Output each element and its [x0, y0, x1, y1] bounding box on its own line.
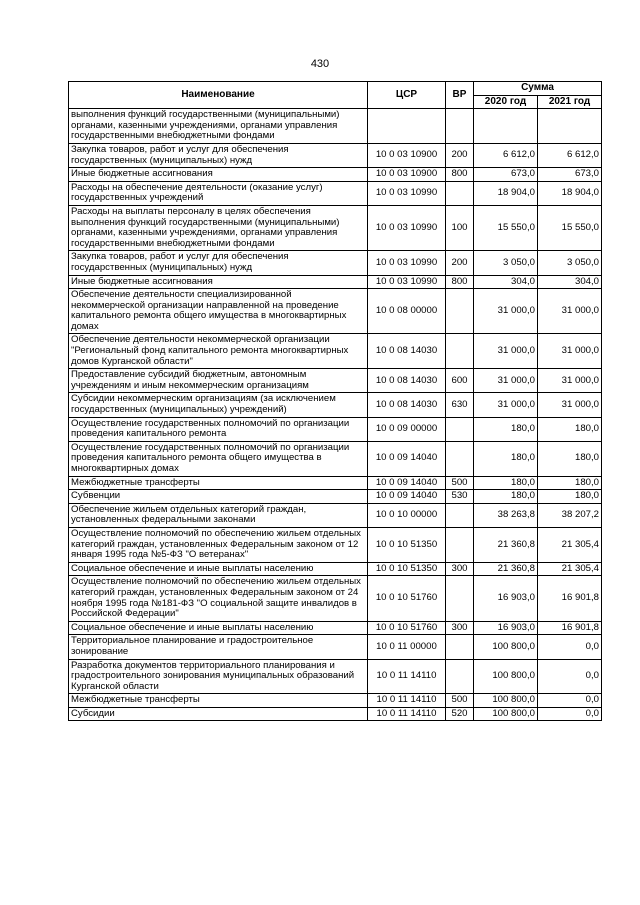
row-vr: 600: [446, 369, 474, 393]
row-csr: 10 0 08 00000: [368, 289, 446, 334]
row-value-2021: 0,0: [538, 707, 602, 721]
row-name: Территориальное планирование и градостроительное зонирование: [69, 635, 368, 659]
row-value-2021: 31 000,0: [538, 393, 602, 417]
row-csr: 10 0 09 00000: [368, 417, 446, 441]
table-row: [69, 205, 602, 250]
row-csr: 10 0 10 51350: [368, 562, 446, 576]
row-value-2020: 304,0: [474, 275, 538, 289]
row-value-2021: 6 612,0: [538, 143, 602, 167]
row-value-2021: 0,0: [538, 635, 602, 659]
row-name: Иные бюджетные ассигнования: [69, 168, 368, 182]
table-row: [69, 251, 602, 275]
table-row: [69, 707, 602, 721]
header-2020: 2020 год: [474, 95, 538, 109]
row-csr: 10 0 10 51760: [368, 621, 446, 635]
row-name: Закупка товаров, работ и услуг для обеспечения государственных (муниципальных) нужд: [69, 143, 368, 167]
table-row: [69, 621, 602, 635]
table-row: [69, 143, 602, 167]
row-name: Разработка документов территориального планирования и градостроительного зонирования муниципальных образований Курганской области: [69, 659, 368, 694]
header-2021: 2021 год: [538, 95, 602, 109]
row-value-2021: 180,0: [538, 441, 602, 476]
table-row: [69, 503, 602, 527]
table-row: [69, 275, 602, 289]
table-body: [69, 109, 602, 721]
row-value-2021: 38 207,2: [538, 503, 602, 527]
row-name: Социальное обеспечение и иные выплаты населению: [69, 621, 368, 635]
row-csr: 10 0 08 14030: [368, 334, 446, 369]
row-vr: [446, 441, 474, 476]
page-number: 430: [310, 58, 330, 70]
row-name: Обеспечение деятельности некоммерческой организации "Региональный фонд капитального ремонта многоквартирных домов Курганской области": [69, 334, 368, 369]
row-csr: 10 0 11 14110: [368, 694, 446, 708]
table-row: [69, 181, 602, 205]
row-value-2020: 31 000,0: [474, 289, 538, 334]
row-value-2020: 180,0: [474, 441, 538, 476]
row-value-2020: 31 000,0: [474, 393, 538, 417]
header-csr: ЦСР: [368, 82, 446, 109]
row-value-2021: 16 901,8: [538, 576, 602, 621]
header-name: Наименование: [69, 82, 368, 109]
row-name: Закупка товаров, работ и услуг для обеспечения государственных (муниципальных) нужд: [69, 251, 368, 275]
row-csr: 10 0 08 14030: [368, 393, 446, 417]
row-name: Предоставление субсидий бюджетным, автономным учреждениям и иным некоммерческим организациям: [69, 369, 368, 393]
row-csr: 10 0 10 51760: [368, 576, 446, 621]
table-row: [69, 527, 602, 562]
row-value-2020: 21 360,8: [474, 562, 538, 576]
row-vr: 800: [446, 168, 474, 182]
row-value-2021: 21 305,4: [538, 562, 602, 576]
row-vr: 630: [446, 393, 474, 417]
row-name: Субсидии: [69, 707, 368, 721]
row-vr: [446, 527, 474, 562]
row-name: Осуществление полномочий по обеспечению жильем отдельных категорий граждан, установленных Федеральным законом от 24 ноября 1995 года №181-ФЗ "О социальной защите инвалидов в Российской Федерации": [69, 576, 368, 621]
row-name: Осуществление государственных полномочий по организации проведения капитального ремонта: [69, 417, 368, 441]
row-vr: [446, 503, 474, 527]
row-name: Субсидии некоммерческим организациям (за исключением государственных (муниципальных) учреждений): [69, 393, 368, 417]
table-row: [69, 562, 602, 576]
row-vr: [446, 109, 474, 144]
table-row: [69, 369, 602, 393]
table-row: [69, 168, 602, 182]
row-csr: 10 0 11 14110: [368, 707, 446, 721]
row-value-2020: [474, 109, 538, 144]
row-name: Осуществление полномочий по обеспечению жильем отдельных категорий граждан, установленных Федеральным законом от 12 января 1995 года №5-ФЗ "О ветеранах": [69, 527, 368, 562]
row-value-2020: 100 800,0: [474, 707, 538, 721]
row-name: Межбюджетные трансферты: [69, 476, 368, 490]
row-value-2021: 180,0: [538, 417, 602, 441]
row-value-2020: 180,0: [474, 490, 538, 504]
table-row: [69, 441, 602, 476]
row-vr: 100: [446, 205, 474, 250]
table-row: [69, 109, 602, 144]
row-value-2021: 0,0: [538, 694, 602, 708]
row-vr: 500: [446, 694, 474, 708]
row-value-2021: 304,0: [538, 275, 602, 289]
row-name: выполнения функций государственными (муниципальными) органами, казенными учреждениями, органами управления государственными внебюджетными фондами: [69, 109, 368, 144]
row-value-2020: 673,0: [474, 168, 538, 182]
row-value-2021: 31 000,0: [538, 334, 602, 369]
row-vr: [446, 635, 474, 659]
row-name: Расходы на обеспечение деятельности (оказание услуг) государственных учреждений: [69, 181, 368, 205]
row-csr: 10 0 08 14030: [368, 369, 446, 393]
row-value-2021: 18 904,0: [538, 181, 602, 205]
row-value-2021: 15 550,0: [538, 205, 602, 250]
row-value-2020: 180,0: [474, 417, 538, 441]
row-name: Иные бюджетные ассигнования: [69, 275, 368, 289]
row-csr: 10 0 03 10900: [368, 143, 446, 167]
row-value-2020: 100 800,0: [474, 694, 538, 708]
row-value-2020: 180,0: [474, 476, 538, 490]
row-value-2020: 3 050,0: [474, 251, 538, 275]
table-row: [69, 490, 602, 504]
budget-table: [68, 81, 602, 721]
header-sum: Сумма: [474, 82, 602, 96]
row-vr: 530: [446, 490, 474, 504]
row-csr: 10 0 03 10900: [368, 168, 446, 182]
row-vr: 520: [446, 707, 474, 721]
table-row: [69, 635, 602, 659]
table-row: [69, 334, 602, 369]
row-csr: 10 0 10 00000: [368, 503, 446, 527]
row-value-2020: 15 550,0: [474, 205, 538, 250]
row-value-2020: 16 903,0: [474, 621, 538, 635]
row-csr: 10 0 09 14040: [368, 476, 446, 490]
row-value-2020: 21 360,8: [474, 527, 538, 562]
table-row: [69, 694, 602, 708]
row-vr: 300: [446, 562, 474, 576]
row-value-2020: 16 903,0: [474, 576, 538, 621]
row-vr: 800: [446, 275, 474, 289]
row-csr: 10 0 11 14110: [368, 659, 446, 694]
row-csr: 10 0 09 14040: [368, 441, 446, 476]
row-value-2020: 6 612,0: [474, 143, 538, 167]
row-vr: 500: [446, 476, 474, 490]
row-value-2020: 18 904,0: [474, 181, 538, 205]
row-vr: 200: [446, 143, 474, 167]
row-value-2020: 100 800,0: [474, 659, 538, 694]
row-value-2021: 0,0: [538, 659, 602, 694]
row-value-2021: 673,0: [538, 168, 602, 182]
row-csr: 10 0 11 00000: [368, 635, 446, 659]
row-value-2021: 31 000,0: [538, 289, 602, 334]
row-value-2021: 21 305,4: [538, 527, 602, 562]
row-csr: 10 0 09 14040: [368, 490, 446, 504]
row-vr: [446, 576, 474, 621]
row-csr: [368, 109, 446, 144]
row-value-2020: 31 000,0: [474, 369, 538, 393]
row-csr: 10 0 03 10990: [368, 181, 446, 205]
row-value-2021: 180,0: [538, 490, 602, 504]
row-value-2021: 180,0: [538, 476, 602, 490]
table-row: [69, 393, 602, 417]
row-vr: [446, 659, 474, 694]
row-value-2020: 38 263,8: [474, 503, 538, 527]
row-name: Обеспечение деятельности специализированной некоммерческой организации направленной на проведение капитального ремонта общего имущества в многоквартирных домах: [69, 289, 368, 334]
row-csr: 10 0 10 51350: [368, 527, 446, 562]
row-value-2021: 31 000,0: [538, 369, 602, 393]
row-name: Обеспечение жильем отдельных категорий граждан, установленных федеральными законами: [69, 503, 368, 527]
row-vr: [446, 417, 474, 441]
row-value-2021: [538, 109, 602, 144]
row-name: Расходы на выплаты персоналу в целях обеспечения выполнения функций государственными (муниципальными) органами, казенными учреждениями, органами управления государственными внебюджетными фондами: [69, 205, 368, 250]
table-row: [69, 659, 602, 694]
row-csr: 10 0 03 10990: [368, 251, 446, 275]
row-vr: 200: [446, 251, 474, 275]
row-csr: 10 0 03 10990: [368, 275, 446, 289]
row-vr: [446, 181, 474, 205]
row-name: Субвенции: [69, 490, 368, 504]
row-value-2021: 3 050,0: [538, 251, 602, 275]
row-name: Межбюджетные трансферты: [69, 694, 368, 708]
row-value-2020: 31 000,0: [474, 334, 538, 369]
row-name: Социальное обеспечение и иные выплаты населению: [69, 562, 368, 576]
table-row: [69, 417, 602, 441]
row-vr: 300: [446, 621, 474, 635]
table-row: [69, 476, 602, 490]
table-row: [69, 576, 602, 621]
row-csr: 10 0 03 10990: [368, 205, 446, 250]
table-row: [69, 289, 602, 334]
row-vr: [446, 334, 474, 369]
row-value-2021: 16 901,8: [538, 621, 602, 635]
row-name: Осуществление государственных полномочий по организации проведения капитального ремонта общего имущества в многоквартирных домах: [69, 441, 368, 476]
row-value-2020: 100 800,0: [474, 635, 538, 659]
header-vr: ВР: [446, 82, 474, 109]
row-vr: [446, 289, 474, 334]
